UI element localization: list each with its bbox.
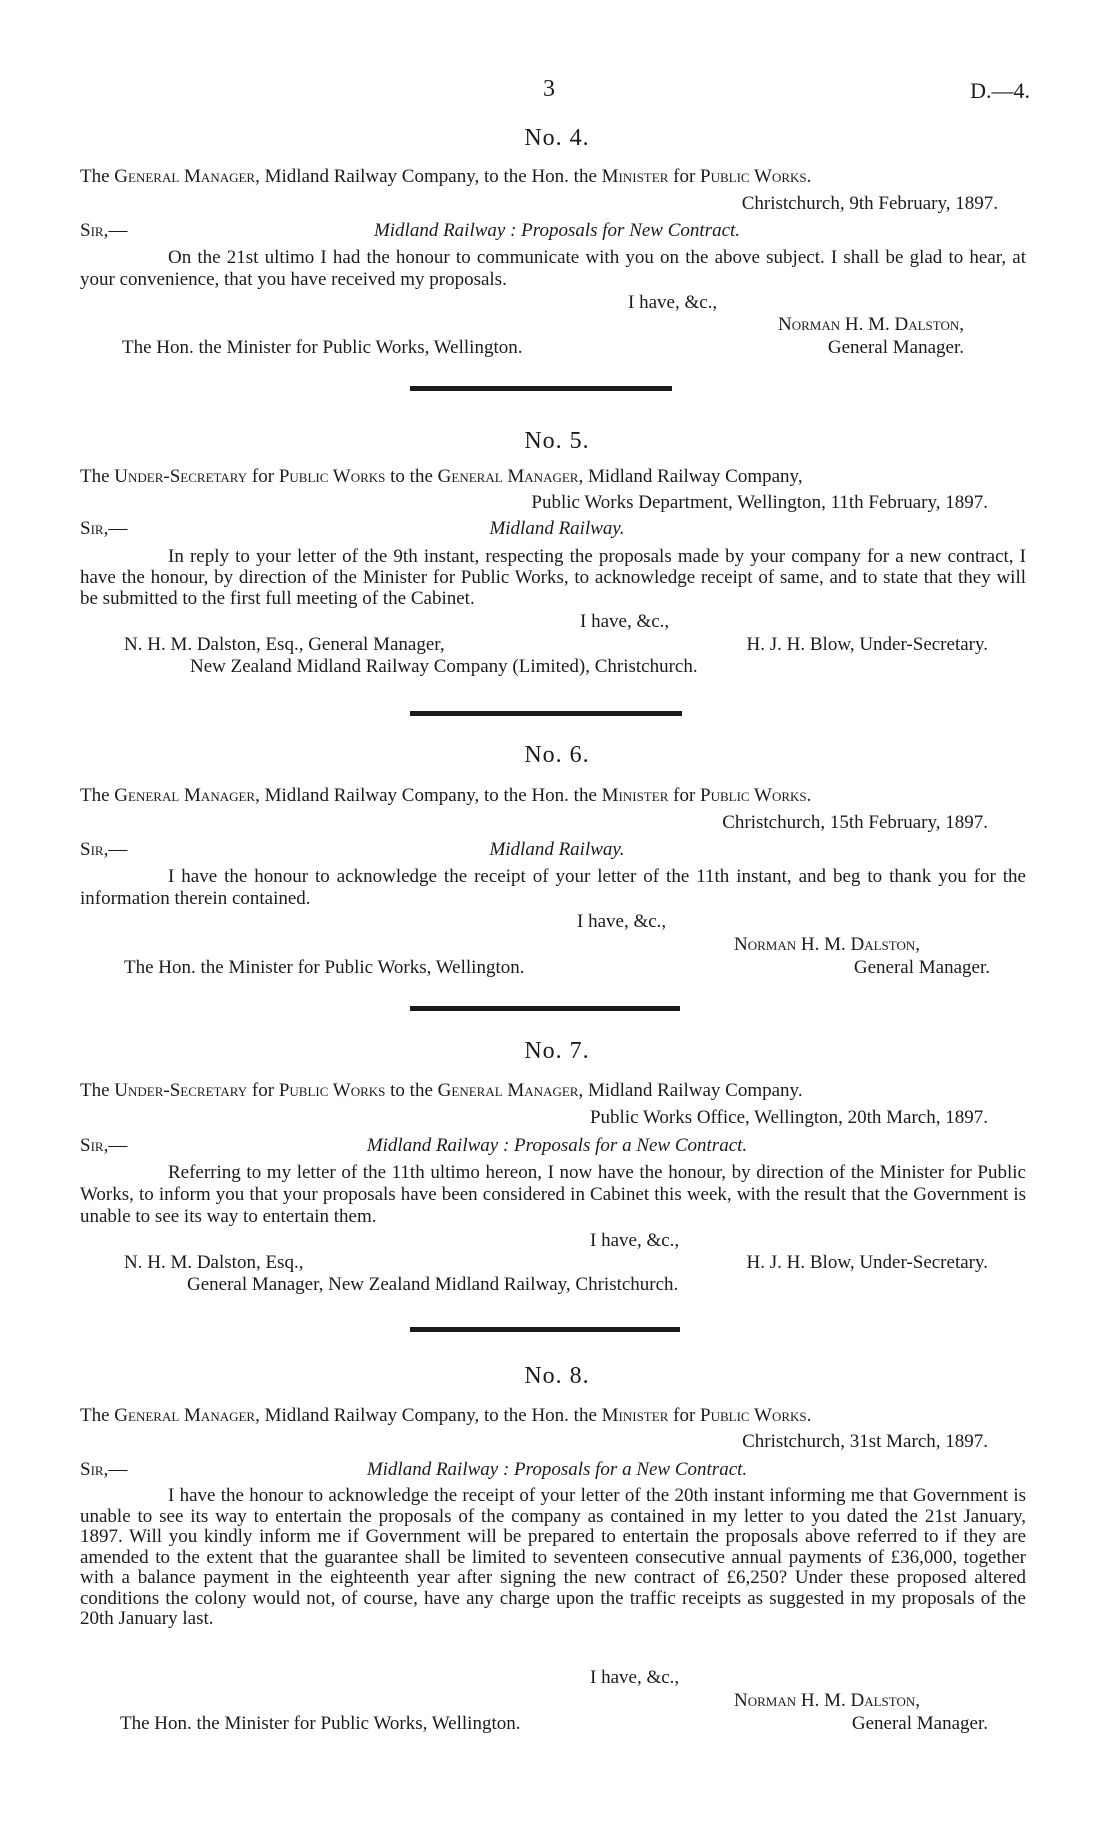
heading-segment: Minister bbox=[601, 166, 669, 187]
heading-segment: Public Works bbox=[278, 1080, 386, 1101]
heading-segment: The bbox=[80, 1080, 115, 1101]
letter-subject: Midland Railway : Proposals for a New Contract. bbox=[366, 1135, 748, 1156]
letter-body: In reply to your letter of the 9th instant, respecting the proposals made by your company for a new contract, I have the honour, by direction of the Minister for Public Works, to acknowledge receipt of same, and to state that they will be submitted to the first full meeting of the Cabinet. bbox=[80, 546, 1026, 609]
heading-segment: Public Works bbox=[278, 466, 386, 487]
heading-segment: for bbox=[668, 1405, 701, 1426]
heading-segment: . bbox=[806, 1405, 812, 1426]
letter-addressee: The Hon. the Minister for Public Works, Wellington. bbox=[122, 337, 523, 358]
letter-dateline: Christchurch, 9th February, 1897. bbox=[741, 193, 998, 214]
letter-signature-name: Norman H. M. Dalston, bbox=[734, 934, 920, 955]
letter-body: I have the honour to acknowledge the receipt of your letter of the 20th instant informing me that Government is unable to see its way to entertain the proposals of the company as contained in my letter to you dated the 21st January, 1897. Will you kindly inform me if Government will be prepared to entertain the proposals above referred to if they are amended to the extent that the guarantee shall be limited to seventeen consecutive annual payments of £36,000, together with a balance payment in the eighteenth year after signing the new contract of £6,250? Under these proposed altered conditions the colony would not, of course, have any charge upon the traffic receipts as suggested in my proposals of the 20th January last. bbox=[80, 1485, 1026, 1629]
heading-segment: Public Works bbox=[700, 1405, 807, 1426]
section-divider bbox=[410, 711, 682, 716]
heading-segment: for bbox=[247, 466, 279, 487]
letter-addressee: The Hon. the Minister for Public Works, Wellington. bbox=[120, 1713, 521, 1734]
heading-segment: General Manager bbox=[114, 785, 256, 806]
letter-number: No. 4. bbox=[524, 125, 590, 151]
letter-body: Referring to my letter of the 11th ultimo hereon, I now have the honour, by direction of the Minister for Public Works, to inform you that your proposals have been considered in Cabinet this week, with the result that the Government is unable to see its way to entertain them. bbox=[80, 1162, 1026, 1227]
document-reference: D.—4. bbox=[970, 78, 1030, 103]
letter-dateline: Christchurch, 15th February, 1897. bbox=[722, 812, 988, 833]
letter-subject: Midland Railway : Proposals for a New Contract. bbox=[366, 1459, 748, 1480]
heading-segment: The bbox=[80, 785, 115, 806]
letter-heading bbox=[80, 166, 811, 188]
letter-number: No. 5. bbox=[524, 428, 590, 454]
heading-segment: , Midland Railway Company, to the Hon. the bbox=[255, 785, 602, 806]
letter-number: No. 7. bbox=[524, 1038, 590, 1064]
letter-closing: I have, &c., bbox=[580, 611, 670, 632]
heading-segment: , Midland Railway Company, to the Hon. the bbox=[255, 166, 602, 187]
letter-closing: I have, &c., bbox=[590, 1667, 680, 1688]
letter-subject: Midland Railway. bbox=[489, 839, 625, 860]
section-divider bbox=[410, 386, 672, 391]
heading-segment: General Manager bbox=[114, 1405, 256, 1426]
letter-salutation: Sir,— bbox=[80, 1135, 128, 1156]
letter-addressee: N. H. M. Dalston, Esq., General Manager, bbox=[124, 634, 445, 655]
heading-segment: The bbox=[80, 1405, 115, 1426]
letter-salutation: Sir,— bbox=[80, 1459, 128, 1480]
letter-signature-name: Norman H. M. Dalston, bbox=[734, 1690, 920, 1711]
letter-number: No. 6. bbox=[524, 742, 590, 768]
heading-segment: Minister bbox=[601, 1405, 669, 1426]
heading-segment: . bbox=[806, 166, 812, 187]
letter-subject: Midland Railway. bbox=[489, 518, 625, 539]
letter-signature-name: Norman H. M. Dalston, bbox=[778, 314, 964, 335]
heading-segment: The bbox=[80, 466, 115, 487]
letter-heading bbox=[80, 1080, 803, 1102]
letter-salutation: Sir,— bbox=[80, 220, 128, 241]
heading-segment: , Midland Railway Company, to the Hon. the bbox=[255, 1405, 602, 1426]
letter-addressee-detail: General Manager, New Zealand Midland Railway, Christchurch. bbox=[187, 1274, 679, 1295]
heading-segment: to the bbox=[385, 1080, 438, 1101]
letter-signature-title: General Manager. bbox=[851, 1713, 988, 1734]
letter-number: No. 8. bbox=[524, 1363, 590, 1389]
letter-body: I have the honour to acknowledge the receipt of your letter of the 11th instant, and beg to thank you for the information therein contained. bbox=[80, 866, 1026, 909]
letter-dateline: Christchurch, 31st March, 1897. bbox=[742, 1431, 988, 1452]
letter-signature-name: H. J. H. Blow, Under-Secretary. bbox=[746, 1252, 988, 1273]
page-number: 3 bbox=[543, 76, 555, 102]
letter-signature-title: General Manager. bbox=[853, 957, 990, 978]
letter-dateline: Public Works Office, Wellington, 20th March, 1897. bbox=[589, 1107, 988, 1128]
letter-addressee: The Hon. the Minister for Public Works, Wellington. bbox=[124, 957, 525, 978]
heading-segment: to the bbox=[385, 466, 438, 487]
letter-closing: I have, &c., bbox=[628, 292, 718, 313]
heading-segment: Public Works bbox=[700, 166, 807, 187]
letter-closing: I have, &c., bbox=[577, 911, 667, 932]
heading-segment: Public Works bbox=[700, 785, 807, 806]
heading-segment: Minister bbox=[601, 785, 669, 806]
heading-segment: General Manager bbox=[437, 466, 579, 487]
letter-heading bbox=[80, 466, 803, 488]
heading-segment: for bbox=[668, 785, 701, 806]
section-divider bbox=[410, 1327, 680, 1332]
letter-heading bbox=[80, 1405, 811, 1427]
letter-signature-name: H. J. H. Blow, Under-Secretary. bbox=[746, 634, 988, 655]
heading-segment: Under-Secretary bbox=[114, 1080, 248, 1101]
letter-body: On the 21st ultimo I had the honour to communicate with you on the above subject. I shall be glad to hear, at your convenience, that you have received my proposals. bbox=[80, 247, 1026, 290]
heading-segment: The bbox=[80, 166, 115, 187]
letter-salutation: Sir,— bbox=[80, 839, 128, 860]
section-divider bbox=[410, 1006, 680, 1011]
letter-salutation: Sir,— bbox=[80, 518, 128, 539]
heading-segment: Under-Secretary bbox=[114, 466, 248, 487]
heading-segment: General Manager bbox=[114, 166, 256, 187]
letter-closing: I have, &c., bbox=[590, 1230, 680, 1251]
heading-segment: General Manager bbox=[437, 1080, 579, 1101]
heading-segment: , Midland Railway Company, bbox=[578, 466, 803, 487]
letter-signature-title: General Manager. bbox=[827, 337, 964, 358]
heading-segment: . bbox=[806, 785, 812, 806]
letter-heading bbox=[80, 785, 811, 807]
heading-segment: , Midland Railway Company. bbox=[578, 1080, 803, 1101]
letter-subject: Midland Railway : Proposals for New Contract. bbox=[373, 220, 741, 241]
letter-addressee: N. H. M. Dalston, Esq., bbox=[124, 1252, 304, 1273]
letter-addressee-detail: New Zealand Midland Railway Company (Limited), Christchurch. bbox=[190, 656, 698, 677]
heading-segment: for bbox=[247, 1080, 279, 1101]
letter-dateline: Public Works Department, Wellington, 11th February, 1897. bbox=[531, 492, 988, 513]
heading-segment: for bbox=[668, 166, 701, 187]
